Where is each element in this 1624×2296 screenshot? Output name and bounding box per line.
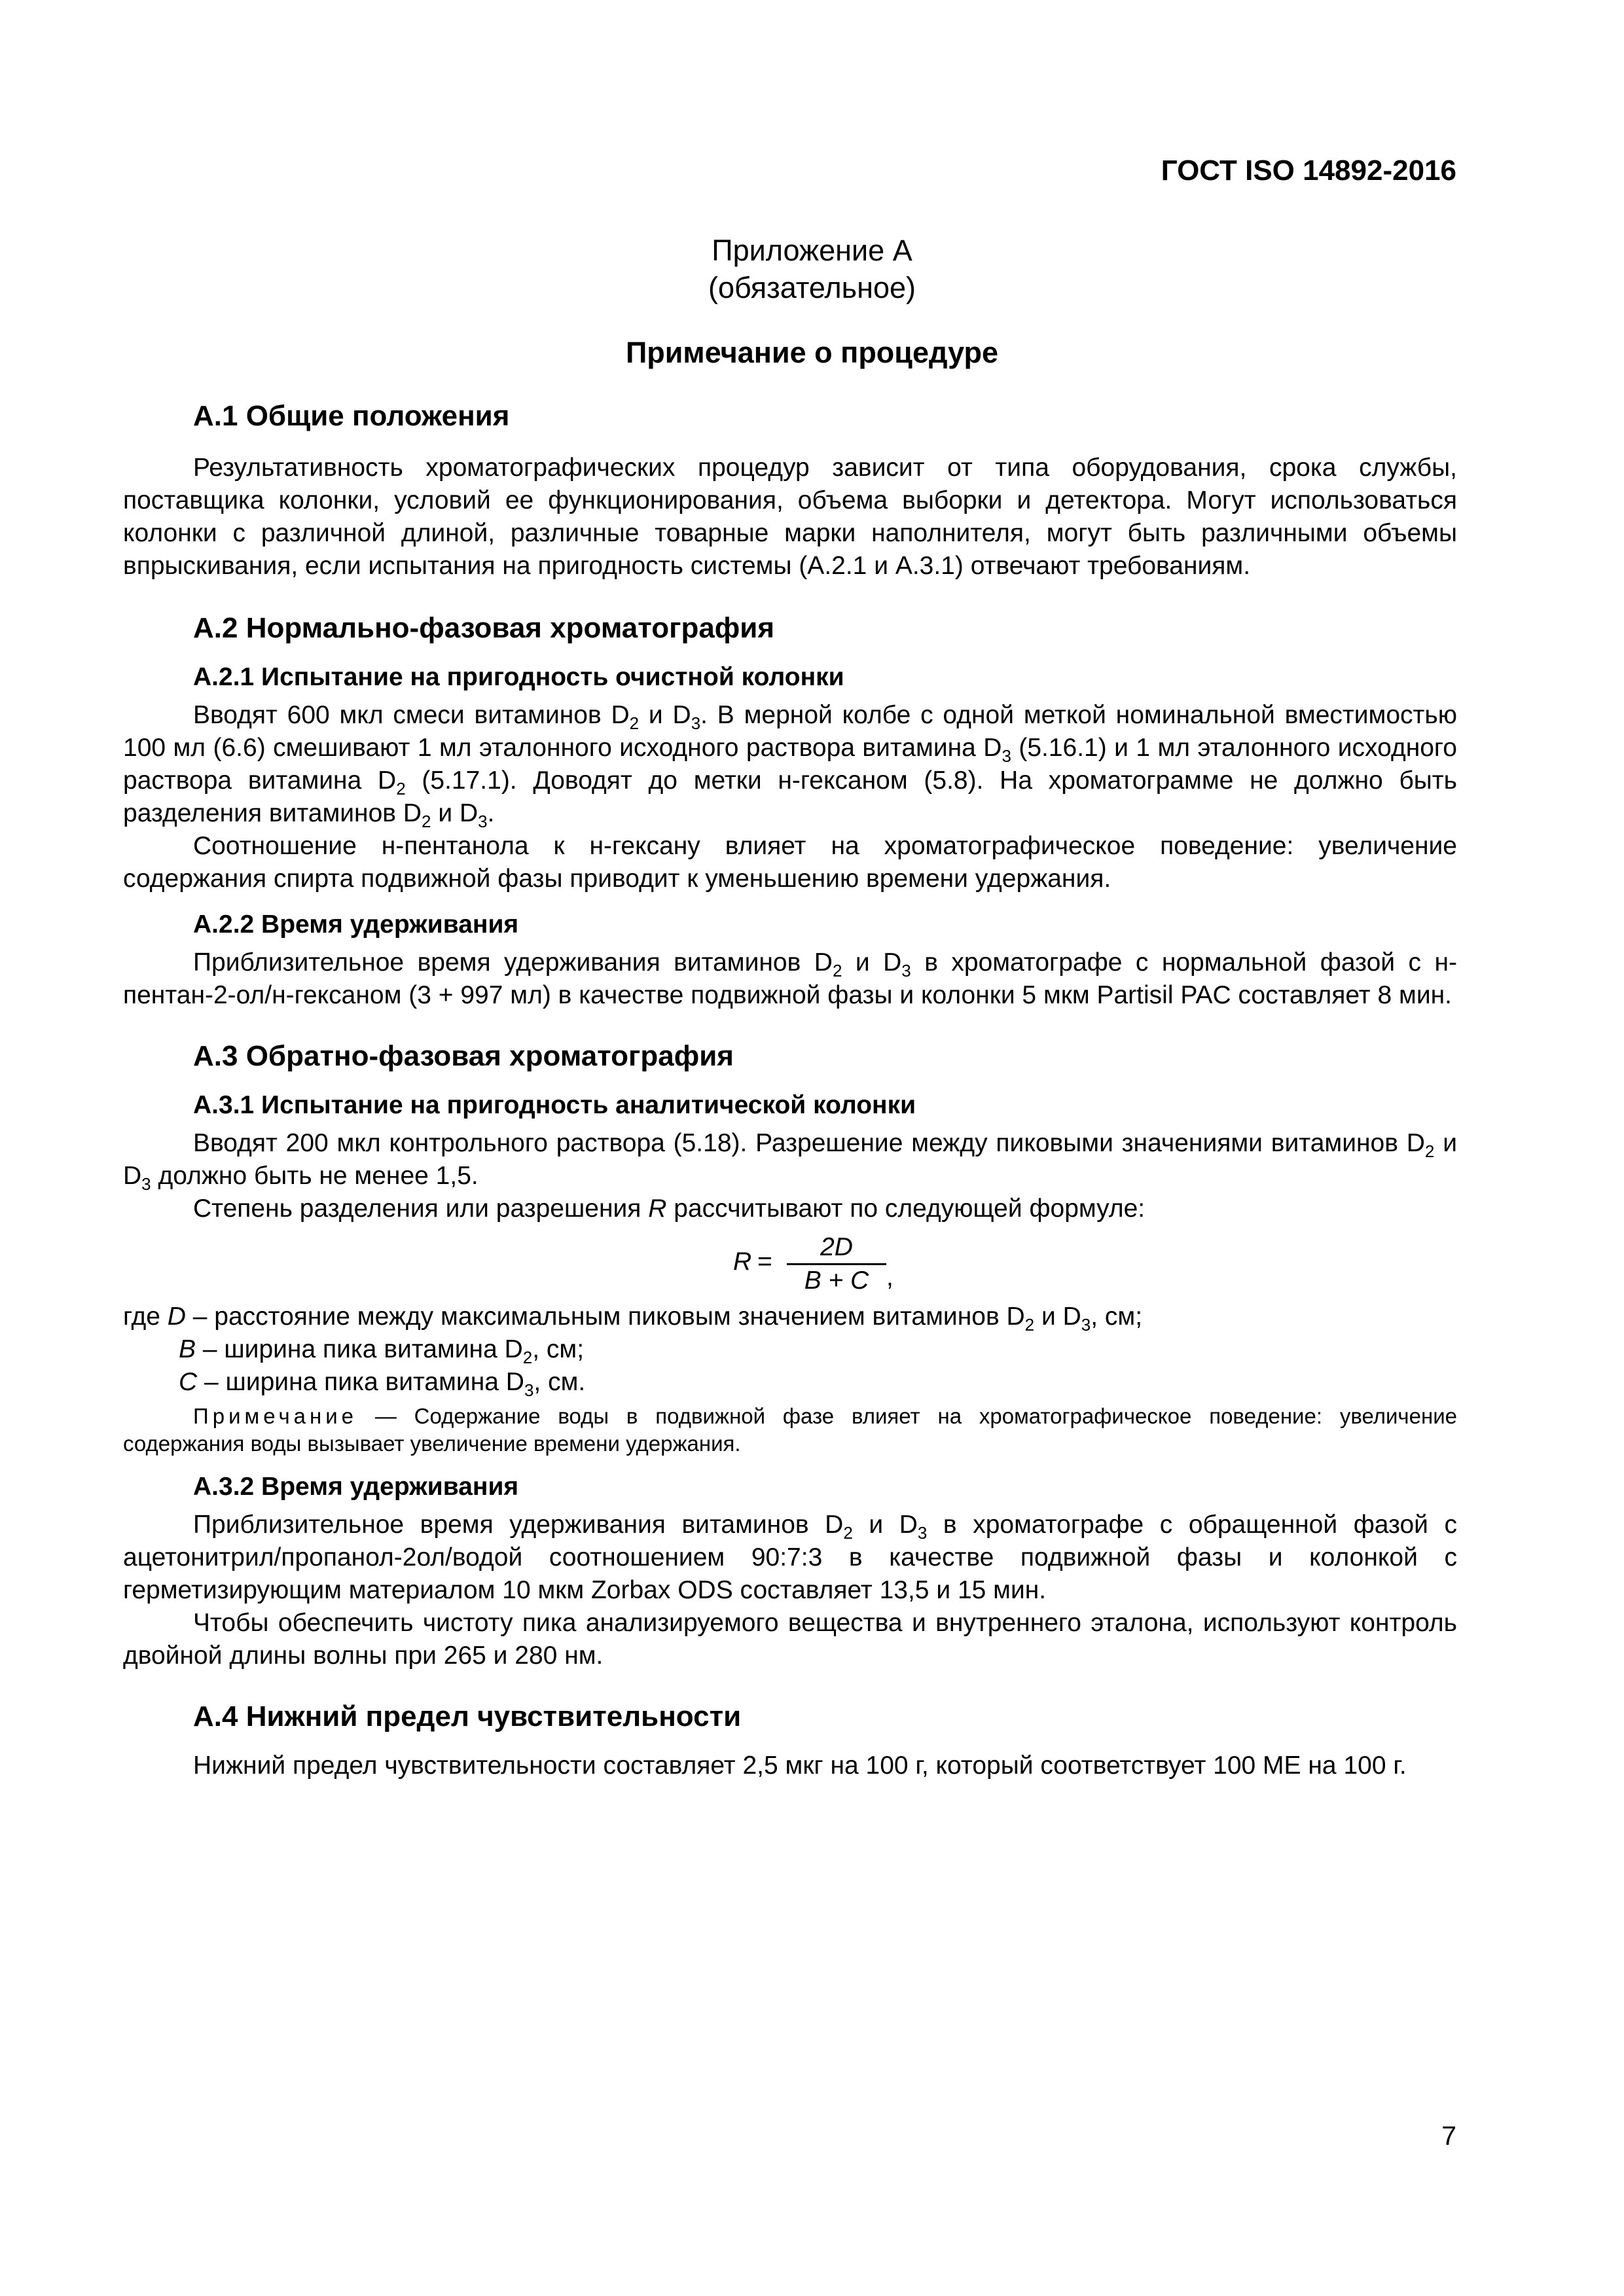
formula-denominator: B + C <box>804 1266 869 1295</box>
section-a2-heading: А.2 Нормально-фазовая хроматография <box>193 612 775 644</box>
definition-c: C – ширина пика витамина $D_3$, см. <box>179 1368 586 1400</box>
section-a31-note: Примечание — Содержание воды в подвижной фазе влияет на хроматографическое поведение: увеличение содержания воды вызывает увеличение времени удержания. <box>123 1404 1457 1456</box>
fraction-bar <box>787 1263 886 1265</box>
section-a31-heading: А.3.1 Испытание на пригодность аналитической колонки <box>193 1091 916 1119</box>
section-a21-paragraph-2: Соотношение н-пентанола к н-гексану влияет на хроматографическое поведение: увеличение содержания спирта подвижной фазы приводит к уменьшению времени удержания. <box>123 832 1457 893</box>
definition-b: B – ширина пика витамина $D_2$, см; <box>179 1335 585 1367</box>
page-number: 7 <box>1441 2121 1456 2151</box>
section-a31-paragraph-2: Степень разделения или разрешения R рассчитывают по следующей формуле: <box>193 1194 1146 1223</box>
document-body <box>123 398 1457 1782</box>
annex-name: Примечание о процедуре <box>625 336 999 369</box>
section-a32-paragraph-2: Чтобы обеспечить чистоту пика анализируемого вещества и внутреннего эталона, используют контроль двойной длины волны при 265 и 280 нм. <box>123 1609 1457 1670</box>
section-a21-heading: А.2.1 Испытание на пригодность очистной колонки <box>193 663 844 691</box>
section-a3-heading: А.3 Обратно-фазовая хроматография <box>193 1040 734 1072</box>
resolution-formula <box>123 1234 1457 1297</box>
section-a4-heading: А.4 Нижний предел чувствительности <box>193 1700 742 1732</box>
formula-definitions <box>123 1300 1457 1399</box>
section-a4-text: Нижний предел чувствительности составляет 2,5 мкг на 100 г, который соответствует 100 МЕ на 100 г. <box>193 1751 1407 1780</box>
definition-d: где D – расстояние между максимальным пиковым значением витаминов $D_2$ и $D_3$, см; <box>123 1302 1143 1335</box>
section-a31-paragraph-1: Вводят 200 мкл контрольного раствора (5.18). Разрешение между пиковыми значениями витаминов $D_2$ и $D_3$ должно быть не менее 1,5. <box>123 1129 1457 1194</box>
section-a22-paragraph-1: Приблизительное время удерживания витаминов $D_2$ и $D_3$ в хроматографе с нормальной фазой с н-пентан-2-ол/н-гексаном (3 + 997 мл) в качестве подвижной фазы и колонки 5 мкм Partisil PAC составляет 8 мин. <box>123 948 1457 1009</box>
formula-equals: = <box>757 1247 772 1276</box>
section-a22-heading: А.2.2 Время удерживания <box>193 910 519 939</box>
formula-numerator: 2D <box>820 1233 853 1261</box>
annex-title: Приложение А <box>712 234 912 267</box>
section-a21-paragraph-1: Вводят 600 мкл смеси витаминов $D_2$ и $D_3$. В мерной колбе с одной меткой номинальной вместимостью 100 мл (6.6) смешивают 1 мл эталонного исходного раствора витамина $D_3$ (5.16.1) и 1 мл эталонного исходного раствора витамина $D_2$ (5.17.1). Доводят до метки н-гексаном (5.8). На хроматограмме не должно быть разделения витаминов $D_2$ и $D_3$. <box>123 701 1457 831</box>
section-a32-paragraph-1: Приблизительное время удерживания витаминов $D_2$ и $D_3$ в хроматографе с обращенной фазой с ацетонитрил/пропанол-2ол/водой соотношением 90:7:3 в качестве подвижной фазы и колонкой с герметизирующим материалом 10 мкм Zorbax ODS составляет 13,5 и 15 мин. <box>123 1511 1458 1604</box>
section-a1-heading: А.1 Общие положения <box>193 400 510 432</box>
formula-comma: , <box>886 1263 893 1291</box>
section-a32-heading: А.3.2 Время удерживания <box>193 1473 519 1501</box>
annex-status: (обязательное) <box>708 271 916 304</box>
standard-number: ГОСТ ISO 14892-2016 <box>1161 154 1456 187</box>
formula-lhs: R <box>733 1247 752 1276</box>
section-a1-text: Результативность хроматографических процедур зависит от типа оборудования, срока службы, поставщика колонки, условий ее функционирования, объема выборки и детектора. Могут использоваться колонки с различной длиной, различные товарные марки наполнителя, могут быть различными объемы впрыскивания, если испытания на пригодность системы (А.2.1 и А.3.1) отвечают требованиям. <box>123 454 1457 580</box>
